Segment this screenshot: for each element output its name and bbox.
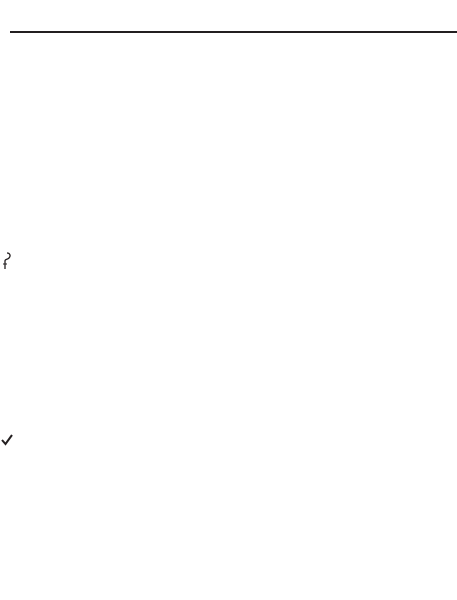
page-header — [0, 0, 457, 34]
exercise-marker-icon — [2, 252, 12, 270]
checkmark-icon — [1, 434, 13, 446]
header-rule — [10, 31, 457, 33]
